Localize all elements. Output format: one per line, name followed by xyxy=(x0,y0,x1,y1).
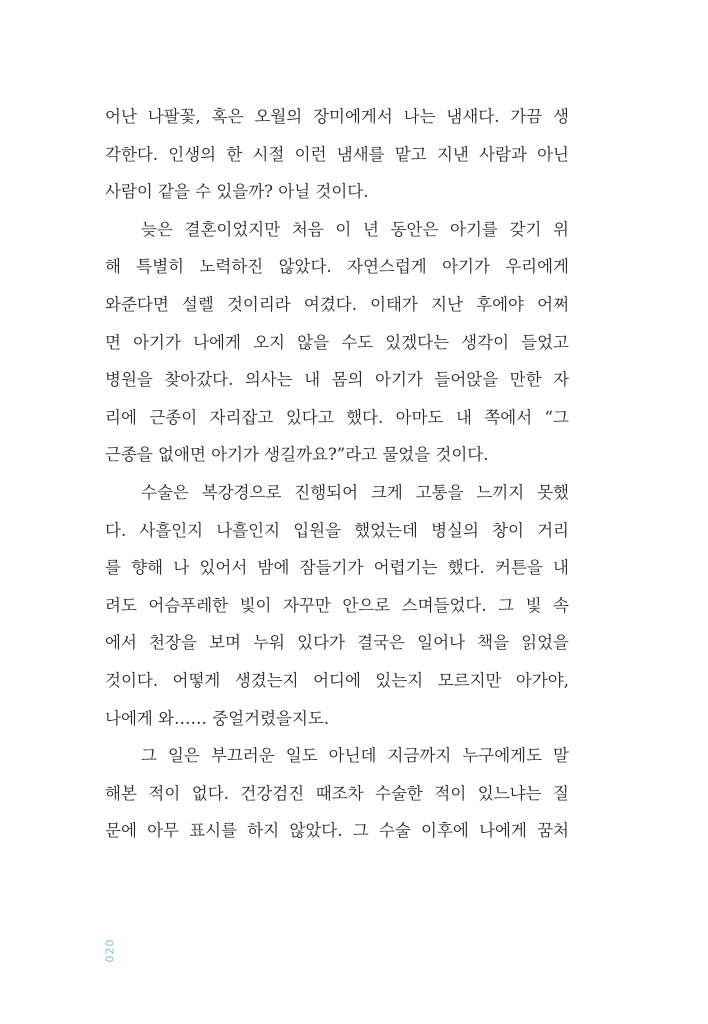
text-line: 와준다면 설렐 것이리라 여겼다. 이태가 지난 후에야 어쩌 xyxy=(105,294,569,314)
text-line: 수술은 복강경으로 진행되어 크게 고통을 느끼지 못했 xyxy=(141,482,569,502)
page-number-text: 020 xyxy=(103,938,117,962)
text-line: 에서 천장을 보며 누워 있다가 결국은 일어나 책을 읽었을 xyxy=(105,633,569,653)
text-line: 병원을 찾아갔다. 의사는 내 몸의 아기가 들어앉을 만한 자 xyxy=(105,370,569,390)
text-line: 것이다. 어떻게 생겼는지 어디에 있는지 모르지만 아가야, xyxy=(105,670,569,690)
text-line: 늦은 결혼이었지만 처음 이 년 동안은 아기를 갖기 위 xyxy=(141,219,569,239)
text-line: 해 특별히 노력하진 않았다. 자연스럽게 아기가 우리에게 xyxy=(105,257,569,277)
text-line: 해본 적이 없다. 건강검진 때조차 수술한 적이 있느냐는 질 xyxy=(105,783,569,803)
text-line: 각한다. 인생의 한 시절 이런 냄새를 맡고 지낸 사람과 아닌 xyxy=(105,144,569,164)
text-line: 그 일은 부끄러운 일도 아닌데 지금까지 누구에게도 말 xyxy=(141,746,569,766)
paragraph-2 xyxy=(105,211,569,474)
text-line: 리에 근종이 자리잡고 있다고 했다. 아마도 내 쪽에서 “그 xyxy=(105,407,569,427)
text-line: 어난 나팔꽃, 혹은 오월의 장미에게서 나는 냄새다. 가끔 생 xyxy=(105,107,569,126)
text-line: 면 아기가 나에게 오지 않을 수도 있겠다는 생각이 들었고 xyxy=(105,332,569,352)
text-line: 다. 사흘인지 나흘인지 입원을 했었는데 병실의 창이 거리 xyxy=(105,520,569,540)
paragraph-1 xyxy=(105,98,569,211)
text-line: 려도 어슴푸레한 빛이 자꾸만 안으로 스며들었다. 그 빛 속 xyxy=(105,595,569,615)
text-line: 근종을 없애면 아기가 생길까요?”라고 물었을 것이다. xyxy=(105,445,489,465)
paragraph-4 xyxy=(105,737,569,850)
paragraph-3 xyxy=(105,474,569,737)
page-number xyxy=(104,935,116,965)
text-line: 문에 아무 표시를 하지 않았다. 그 수술 이후에 나에게 꿈처 xyxy=(105,821,569,841)
text-line: 를 향해 나 있어서 밤에 잠들기가 어렵기는 했다. 커튼을 내 xyxy=(105,558,569,578)
text-line: 사람이 같을 수 있을까? 아닐 것이다. xyxy=(105,182,369,202)
text-line: 나에게 와…… 중얼거렸을지도. xyxy=(105,708,330,728)
page-body xyxy=(105,98,569,850)
